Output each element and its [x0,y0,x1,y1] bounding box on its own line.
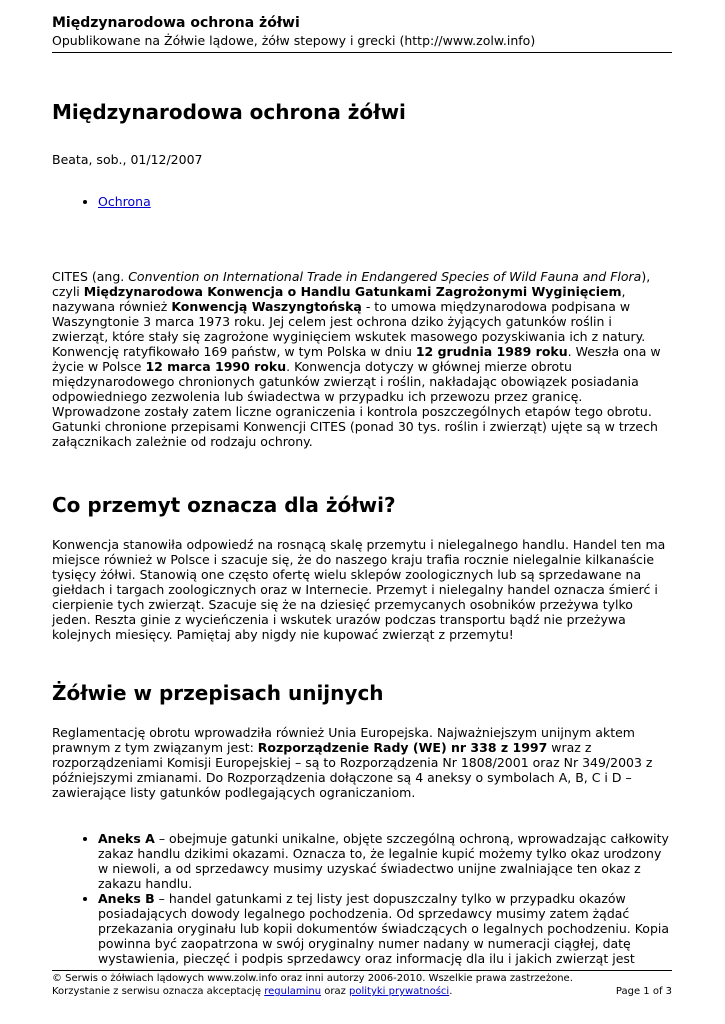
aneks-b-text: – handel gatunkami z tej listy jest dopuszczalny tylko w przypadku okazów posiadających dowody legalnego pochodzenia. Od sprzedawcy musimy zatem żądać przekazania oryginału lub kopii dokumentów świadczących o legalnych pochodzeniu. Kopia powinna być zaopatrzona w swój oryginalny numer nadany w numeracji ciągłej, datę wystawienia, pieczęć i podpis sprzedawcy oraz informację dla ilu i jakich zwierząt jest [98,891,670,966]
intro-alt-name: Konwencją Waszyngtońską [171,299,362,314]
tag-list [52,194,672,209]
footer-copyright: © Serwis o żółwiach lądowych www.zolw.info oraz inni autorzy 2006-2010. Wszelkie prawa zastrzeżone. [52,973,573,984]
footer-link-regulamin[interactable]: regulaminu [264,986,322,997]
intro-text: CITES (ang. [52,269,129,284]
aneks-a-text: – obejmuje gatunki unikalne, objęte szczególną ochroną, wprowadzając całkowity zakaz handlu dzikimi okazami. Oznacza to, że legalnie kupić możemy tylko okaz urodzony w niewoli, a od sprzedawcy musimy uzyskać świadectwo unijne zwalniające ten okaz z zakazu handlu. [98,831,669,891]
intro-text: ), czyli [52,269,651,299]
footer-divider [52,970,672,971]
intro-text: . Weszła ona w życie w Polsce [52,344,661,374]
intro-paragraph [52,269,672,449]
unijne-text: Reglamentację obrotu wprowadziła również Unia Europejska. Najważniejszym unijnym aktem prawnym z tym związanym jest: [52,725,635,755]
footer-link-privacy[interactable]: polityki prywatności [349,986,450,997]
intro-text: . Konwencja dotyczy w głównej mierze obrotu międzynarodowego chronionych gatunków zwierząt i roślin, nakładając obowiązek posiadania odpowiedniego zezwolenia lub świadectwa w przypadku ich przewozu przez granicę. Wprowadzone zostały zatem liczne ograniczenia i kontrola poszczególnych etapów tego obrotu. Gatunki chronione przepisami Konwencji CITES (ponad 30 tys. roślin i zwierząt) ujęte są w trzech załącznikach zależnie od rodzaju ochrony. [52,359,658,449]
section-paragraph-przemyt: Konwencja stanowiła odpowiedź na rosnącą skalę przemytu i nielegalnego handlu. Handel ten ma miejsce również w Polsce i szacuje się, że do naszego kraju trafia rocznie nielegalnie kilkanaście tysięcy żółwi. Stanowią one często ofertę wielu sklepów zoologicznych lub są sprzedawane na giełdach i targach zoologicznych oraz w Internecie. Przemyt i nielegalny handel oznacza śmierć i cierpienie tych zwierząt. Szacuje się że na dziesięć przemycanych osobników przeżywa tylko jeden. Reszta ginie z wycieńczenia i wskutek urazów podczas transportu bądź nie przeżywa kolejnych miesięcy. Pamiętaj aby nigdy nie kupować zwierząt z przemytu! [52,537,666,642]
tag-link-ochrona[interactable]: Ochrona [98,194,151,209]
header-divider [52,52,672,53]
section-heading-przemyt: Co przemyt oznacza dla żółwi? [52,493,396,517]
intro-polish-name: Międzynarodowa Konwencja o Handlu Gatunkami Zagrożonymi Wyginięciem [83,284,622,299]
intro-effective-date: 12 marca 1990 roku [145,359,287,374]
footer-usage-line [52,985,672,998]
intro-text: - to umowa międzynarodowa podpisana w Waszyngtonie 3 marca 1973 roku. Jej celem jest ochrona dziko żyjących gatunków roślin i zwierząt, które stały się zagrożone wyginięciem wskutek masowego pozyskiwania ich z natury. Konwencję ratyfikowało 169 państw, w tym Polska w dniu [52,299,646,359]
page-header [52,14,672,49]
aneks-a-name: Aneks A [98,831,155,846]
footer-usage-text: oraz [321,986,350,997]
list-item-aneks-b [98,891,672,966]
page-number: Page 1 of 3 [615,986,672,997]
regulation-name: Rozporządzenie Rady (WE) nr 338 z 1997 [257,740,548,755]
page-footer [52,972,672,998]
article-title: Międzynarodowa ochrona żółwi [52,100,406,124]
intro-text: , nazywana również [52,284,626,314]
footer-usage-text: . [449,986,453,997]
list-item-aneks-a [98,831,672,891]
footer-usage-text: Korzystanie z serwisu oznacza akceptację [52,986,265,997]
section-heading-unijne: Żółwie w przepisach unijnych [52,681,384,705]
aneks-list [52,831,672,966]
aneks-b-name: Aneks B [98,891,155,906]
tag-item [98,194,672,209]
article-meta: Beata, sob., 01/12/2007 [52,152,203,167]
section-paragraph-unijne [52,725,672,800]
header-published-line: Opublikowane na Żółwie lądowe, żółw stepowy i grecki (http://www.zolw.info) [52,33,536,48]
header-site-title: Międzynarodowa ochrona żółwi [52,15,300,31]
intro-ratification-date: 12 grudnia 1989 roku [415,344,568,359]
article [52,98,672,966]
intro-english-name: Convention on International Trade in Endangered Species of Wild Fauna and Flora [128,269,642,284]
unijne-text: wraz z rozporządzeniami Komisji Europejskiej – są to Rozporządzenia Nr 1808/2001 oraz Nr 349/2003 z późniejszymi zmianami. Do Rozporządzenia dołączone są 4 aneksy o symbolach A, B, C i D – zawierające listy gatunków podlegających ograniczaniom. [52,740,653,800]
